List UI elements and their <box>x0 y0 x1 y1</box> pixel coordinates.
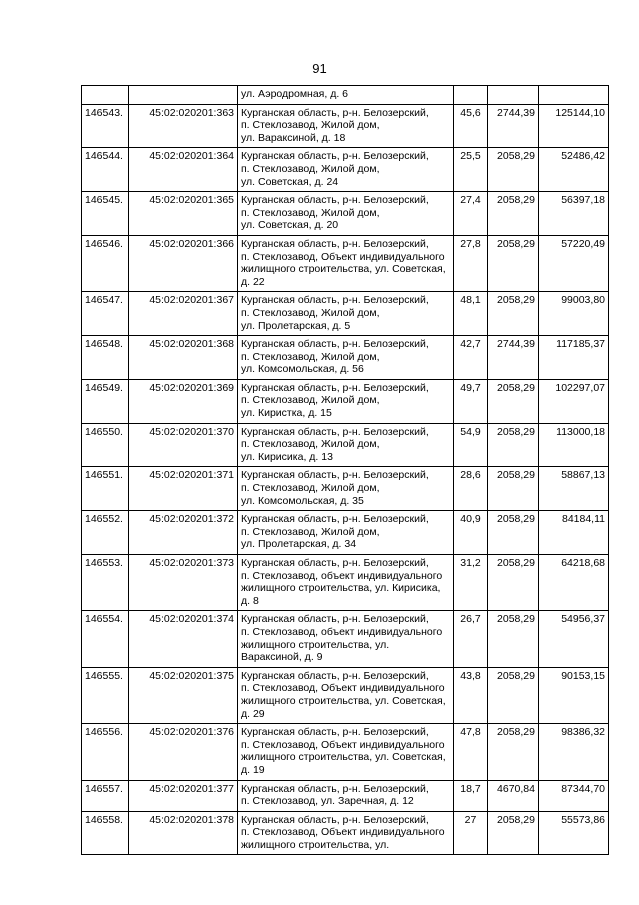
address-cell <box>238 423 454 467</box>
address-line: Курганская область, р-н. Белозерский, <box>241 294 429 307</box>
address-cell <box>238 611 454 667</box>
table-row <box>82 148 609 192</box>
registry-table <box>81 85 609 855</box>
address-line: ул. Комсомольская, д. 56 <box>241 363 364 376</box>
record-number-cell: 146558. <box>82 811 129 855</box>
specific-value-cell <box>488 86 539 105</box>
address-line: д. 19 <box>241 763 265 776</box>
cadastral-value-cell: 64218,68 <box>539 555 609 611</box>
address-line: п. Стеклозавод, Жилой дом, <box>241 394 380 407</box>
address-cell <box>238 148 454 192</box>
area-cell: 42,7 <box>454 336 488 380</box>
registry-body <box>82 86 609 855</box>
cadastral-number-cell: 45:02:020201:363 <box>129 104 238 148</box>
address-cell <box>238 811 454 855</box>
area-cell: 26,7 <box>454 611 488 667</box>
address-line: жилищного строительства, ул. Кирисика, <box>241 582 441 595</box>
cadastral-number-cell: 45:02:020201:367 <box>129 292 238 336</box>
address-line: Курганская область, р-н. Белозерский, <box>241 469 429 482</box>
cadastral-number-cell: 45:02:020201:366 <box>129 235 238 291</box>
area-cell: 27 <box>454 811 488 855</box>
address-cell <box>238 667 454 723</box>
address-line: п. Стеклозавод, Жилой дом, <box>241 119 380 132</box>
cadastral-value-cell: 99003,80 <box>539 292 609 336</box>
address-line: д. 29 <box>241 707 265 720</box>
address-line: ул. Пролетарская, д. 34 <box>241 538 357 551</box>
table-row <box>82 780 609 811</box>
area-cell: 27,4 <box>454 192 488 236</box>
cadastral-number-cell: 45:02:020201:365 <box>129 192 238 236</box>
address-line: п. Стеклозавод, Объект индивидуального <box>241 682 445 695</box>
area-cell: 49,7 <box>454 379 488 423</box>
area-cell: 25,5 <box>454 148 488 192</box>
address-line: жилищного строительства, ул. <box>241 838 390 851</box>
address-cell <box>238 724 454 780</box>
cadastral-number-cell: 45:02:020201:378 <box>129 811 238 855</box>
table-row <box>82 811 609 855</box>
address-line: Вараксиной, д. 9 <box>241 651 323 664</box>
address-line: Курганская область, р-н. Белозерский, <box>241 381 429 394</box>
address-line: жилищного строительства, ул. <box>241 638 390 651</box>
address-cell <box>238 235 454 291</box>
cadastral-value-cell: 84184,11 <box>539 511 609 555</box>
address-line: жилищного строительства, ул. Советская, <box>241 694 446 707</box>
table-row <box>82 192 609 236</box>
record-number-cell: 146550. <box>82 423 129 467</box>
area-cell: 47,8 <box>454 724 488 780</box>
address-line: п. Стеклозавод, Жилой дом, <box>241 206 380 219</box>
table-row <box>82 423 609 467</box>
address-line: Курганская область, р-н. Белозерский, <box>241 613 429 626</box>
cadastral-value-cell: 58867,13 <box>539 467 609 511</box>
address-cell <box>238 780 454 811</box>
record-number-cell: 146546. <box>82 235 129 291</box>
address-line: ул. Советская, д. 24 <box>241 175 339 188</box>
address-line: ул. Кирисика, д. 13 <box>241 450 333 463</box>
address-line: п. Стеклозавод, Объект индивидуального <box>241 826 445 839</box>
area-cell <box>454 86 488 105</box>
specific-value-cell: 2744,39 <box>488 104 539 148</box>
cadastral-value-cell: 52486,42 <box>539 148 609 192</box>
cadastral-value-cell: 54956,37 <box>539 611 609 667</box>
table-row <box>82 667 609 723</box>
cadastral-value-cell: 125144,10 <box>539 104 609 148</box>
address-line: ул. Советская, д. 20 <box>241 219 339 232</box>
cadastral-number-cell: 45:02:020201:369 <box>129 379 238 423</box>
area-cell: 27,8 <box>454 235 488 291</box>
cadastral-number-cell: 45:02:020201:372 <box>129 511 238 555</box>
address-line: ул. Аэродромная, д. 6 <box>241 88 349 100</box>
table-row <box>82 555 609 611</box>
specific-value-cell: 2058,29 <box>488 467 539 511</box>
cadastral-value-cell: 87344,70 <box>539 780 609 811</box>
specific-value-cell: 2058,29 <box>488 611 539 667</box>
address-line: п. Стеклозавод, Жилой дом, <box>241 525 380 538</box>
specific-value-cell: 2058,29 <box>488 192 539 236</box>
cadastral-value-cell: 117185,37 <box>539 336 609 380</box>
record-number-cell: 146544. <box>82 148 129 192</box>
area-cell: 28,6 <box>454 467 488 511</box>
address-line: Курганская область, р-н. Белозерский, <box>241 338 429 351</box>
address-line: Курганская область, р-н. Белозерский, <box>241 237 429 250</box>
page-number: 91 <box>312 61 327 76</box>
cadastral-value-cell <box>539 86 609 105</box>
address-cell <box>238 555 454 611</box>
table-row <box>82 611 609 667</box>
table-row <box>82 467 609 511</box>
area-cell: 43,8 <box>454 667 488 723</box>
cadastral-number-cell: 45:02:020201:376 <box>129 724 238 780</box>
record-number-cell: 146547. <box>82 292 129 336</box>
area-cell: 45,6 <box>454 104 488 148</box>
area-cell: 40,9 <box>454 511 488 555</box>
address-line: п. Стеклозавод, объект индивидуального <box>241 569 443 582</box>
address-line: Курганская область, р-н. Белозерский, <box>241 106 429 119</box>
specific-value-cell: 2058,29 <box>488 724 539 780</box>
cadastral-number-cell: 45:02:020201:364 <box>129 148 238 192</box>
address-line: жилищного строительства, ул. Советская, <box>241 263 446 276</box>
address-line: Курганская область, р-н. Белозерский, <box>241 150 429 163</box>
record-number-cell: 146549. <box>82 379 129 423</box>
record-number-cell: 146543. <box>82 104 129 148</box>
specific-value-cell: 2058,29 <box>488 811 539 855</box>
specific-value-cell: 2058,29 <box>488 379 539 423</box>
address-line: Курганская область, р-н. Белозерский, <box>241 782 429 795</box>
specific-value-cell: 2058,29 <box>488 148 539 192</box>
table-row <box>82 724 609 780</box>
address-line: п. Стеклозавод, Жилой дом, <box>241 482 380 495</box>
specific-value-cell: 2058,29 <box>488 423 539 467</box>
table-row <box>82 86 609 105</box>
address-line: п. Стеклозавод, Жилой дом, <box>241 162 380 175</box>
cadastral-number-cell: 45:02:020201:368 <box>129 336 238 380</box>
specific-value-cell: 2744,39 <box>488 336 539 380</box>
area-cell: 48,1 <box>454 292 488 336</box>
address-line: д. 22 <box>241 275 265 288</box>
record-number-cell <box>82 86 129 105</box>
address-line: п. Стеклозавод, Объект индивидуального <box>241 738 445 751</box>
record-number-cell: 146553. <box>82 555 129 611</box>
address-line: Курганская область, р-н. Белозерский, <box>241 669 429 682</box>
address-line: Курганская область, р-н. Белозерский, <box>241 726 429 739</box>
record-number-cell: 146557. <box>82 780 129 811</box>
specific-value-cell: 2058,29 <box>488 511 539 555</box>
cadastral-value-cell: 102297,07 <box>539 379 609 423</box>
address-cell <box>238 192 454 236</box>
address-line: Курганская область, р-н. Белозерский, <box>241 557 429 569</box>
record-number-cell: 146552. <box>82 511 129 555</box>
address-line: п. Стеклозавод, объект индивидуального <box>241 625 443 638</box>
address-line: п. Стеклозавод, Жилой дом, <box>241 438 380 451</box>
address-cell <box>238 292 454 336</box>
address-line: ул. Пролетарская, д. 5 <box>241 319 351 332</box>
cadastral-number-cell: 45:02:020201:374 <box>129 611 238 667</box>
cadastral-value-cell: 57220,49 <box>539 235 609 291</box>
address-cell <box>238 86 454 105</box>
address-line: д. 8 <box>241 594 259 607</box>
table-row <box>82 336 609 380</box>
cadastral-number-cell: 45:02:020201:375 <box>129 667 238 723</box>
cadastral-number-cell: 45:02:020201:370 <box>129 423 238 467</box>
cadastral-number-cell: 45:02:020201:373 <box>129 555 238 611</box>
record-number-cell: 146556. <box>82 724 129 780</box>
cadastral-number-cell: 45:02:020201:371 <box>129 467 238 511</box>
table-row <box>82 511 609 555</box>
address-cell <box>238 467 454 511</box>
address-line: Курганская область, р-н. Белозерский, <box>241 425 429 438</box>
cadastral-value-cell: 55573,86 <box>539 811 609 855</box>
cadastral-number-cell <box>129 86 238 105</box>
address-cell <box>238 379 454 423</box>
record-number-cell: 146548. <box>82 336 129 380</box>
address-line: ул. Вараксиной, д. 18 <box>241 131 346 144</box>
cadastral-value-cell: 98386,32 <box>539 724 609 780</box>
cadastral-number-cell: 45:02:020201:377 <box>129 780 238 811</box>
specific-value-cell: 2058,29 <box>488 667 539 723</box>
specific-value-cell: 2058,29 <box>488 555 539 611</box>
cadastral-value-cell: 113000,18 <box>539 423 609 467</box>
address-line: ул. Комсомольская, д. 35 <box>241 494 364 507</box>
area-cell: 31,2 <box>454 555 488 611</box>
specific-value-cell: 2058,29 <box>488 292 539 336</box>
address-line: п. Стеклозавод, Объект индивидуального <box>241 250 445 263</box>
record-number-cell: 146554. <box>82 611 129 667</box>
table-row <box>82 104 609 148</box>
table-row <box>82 379 609 423</box>
address-cell <box>238 511 454 555</box>
table-row <box>82 235 609 291</box>
address-line: п. Стеклозавод, ул. Заречная, д. 12 <box>241 795 414 808</box>
address-line: Курганская область, р-н. Белозерский, <box>241 513 429 526</box>
area-cell: 54,9 <box>454 423 488 467</box>
address-line: жилищного строительства, ул. Советская, <box>241 751 446 764</box>
address-line: Курганская область, р-н. Белозерский, <box>241 194 429 207</box>
cadastral-value-cell: 56397,18 <box>539 192 609 236</box>
area-cell: 18,7 <box>454 780 488 811</box>
record-number-cell: 146551. <box>82 467 129 511</box>
address-line: п. Стеклозавод, Жилой дом, <box>241 350 380 363</box>
cadastral-value-cell: 90153,15 <box>539 667 609 723</box>
specific-value-cell: 2058,29 <box>488 235 539 291</box>
address-line: п. Стеклозавод, Жилой дом, <box>241 306 380 319</box>
address-cell <box>238 336 454 380</box>
address-line: ул. Киристка, д. 15 <box>241 407 332 420</box>
record-number-cell: 146555. <box>82 667 129 723</box>
specific-value-cell: 4670,84 <box>488 780 539 811</box>
address-cell <box>238 104 454 148</box>
table-row <box>82 292 609 336</box>
address-line: Курганская область, р-н. Белозерский, <box>241 813 429 826</box>
record-number-cell: 146545. <box>82 192 129 236</box>
